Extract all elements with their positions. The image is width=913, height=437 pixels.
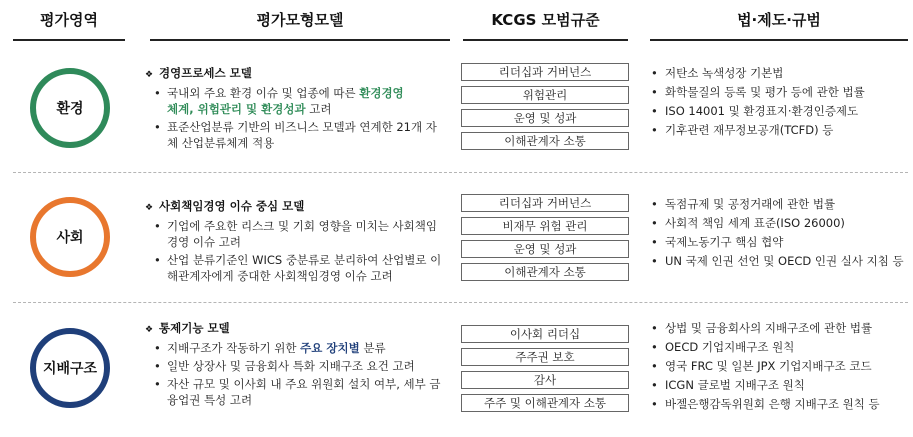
law-list-governance	[651, 319, 911, 414]
area-circle-governance	[30, 328, 110, 408]
kcgs-box: 운영 및 성과	[461, 109, 629, 127]
header-model: 평가모형모델	[256, 11, 344, 29]
law-item: • 영국 FRC 및 일본 JPX 기업지배구조 코드	[651, 359, 872, 373]
bullet-icon: •	[651, 216, 658, 230]
model-item: • 일반 상장사 및 금융회사 특화 지배구조 요건 고려	[154, 359, 415, 373]
bullet-icon: •	[651, 104, 658, 118]
bullet-icon: •	[154, 377, 161, 391]
area-label: 환경	[56, 101, 84, 117]
bullet-icon: •	[154, 86, 161, 100]
law-item: • 독점규제 및 공정거래에 관한 법률	[651, 197, 836, 211]
model-item: • 국내외 주요 환경 이슈 및 업종에 따른 환경경영 체계, 위험관리 및 환경성과 고려	[154, 86, 404, 116]
kcgs-box: 리더십과 거버넌스	[461, 63, 629, 81]
bullet-icon: •	[651, 235, 658, 249]
model-item: • 기업에 주요한 리스크 및 기회 영향을 미치는 사회책임경영 이슈 고려	[154, 219, 437, 249]
kcgs-box: 리더십과 거버넌스	[461, 194, 629, 212]
bullet-icon: •	[651, 378, 658, 392]
bullet-icon: •	[651, 321, 658, 335]
law-list-social	[651, 195, 911, 271]
kcgs-box: 위험관리	[461, 86, 629, 104]
bullet-icon: •	[154, 341, 161, 355]
bullet-icon: •	[651, 197, 658, 211]
law-item: • 기후관련 재무정보공개(TCFD) 등	[651, 123, 834, 137]
header-law: 법·제도·규범	[737, 11, 821, 29]
section-divider	[13, 172, 908, 173]
law-list-environment	[651, 64, 911, 140]
model-title: ❖ 통제기능 모델	[145, 320, 445, 338]
law-item: • 화학물질의 등록 및 평가 등에 관한 법률	[651, 85, 865, 99]
kcgs-box: 감사	[461, 371, 629, 389]
area-circle-social	[30, 197, 110, 277]
header-underline-model	[150, 39, 450, 41]
section-divider	[13, 302, 908, 303]
bullet-icon: •	[651, 397, 658, 411]
law-item: • 사회적 책임 세계 표준(ISO 26000)	[651, 216, 845, 230]
kcgs-box: 이해관계자 소통	[461, 263, 629, 281]
area-label: 사회	[56, 230, 84, 246]
area-circle-environment	[30, 68, 110, 148]
model-block-social	[145, 198, 445, 286]
law-item: • ISO 14001 및 환경표지·환경인증제도	[651, 104, 859, 118]
highlight-text: 체계, 위험관리 및 환경성과	[167, 102, 306, 116]
bullet-icon: •	[154, 359, 161, 373]
header-kcgs: KCGS 모범규준	[491, 11, 600, 29]
kcgs-box: 운영 및 성과	[461, 240, 629, 258]
kcgs-box: 주주 및 이해관계자 소통	[461, 394, 629, 412]
diamond-icon: ❖	[145, 203, 154, 213]
header-underline-area	[13, 39, 125, 41]
law-item: • ICGN 글로벌 지배구조 원칙	[651, 378, 805, 392]
highlight-text: 환경경영	[359, 86, 404, 100]
bullet-icon: •	[651, 254, 658, 268]
area-label: 지배구조	[42, 361, 98, 377]
bullet-icon: •	[651, 66, 658, 80]
law-item: • 바젤은행감독위원회 은행 지배구조 원칙 등	[651, 397, 880, 411]
law-item: • 저탄소 녹색성장 기본법	[651, 66, 784, 80]
diamond-icon: ❖	[145, 325, 154, 335]
header-underline-law	[650, 39, 908, 41]
bullet-icon: •	[651, 123, 658, 137]
highlight-text: 주요 장치별	[300, 341, 360, 355]
bullet-icon: •	[154, 219, 161, 233]
model-item: • 표준산업분류 기반의 비즈니스 모델과 연계한 21개 자체 산업분류체계 적용	[154, 120, 437, 150]
model-block-governance	[145, 320, 445, 410]
header-underline-kcgs	[463, 39, 628, 41]
kcgs-box: 주주권 보호	[461, 348, 629, 366]
model-item: • 지배구조가 작동하기 위한 주요 장치별 분류	[154, 341, 386, 355]
kcgs-box: 이해관계자 소통	[461, 132, 629, 150]
header-area: 평가영역	[40, 11, 98, 29]
bullet-icon: •	[154, 253, 161, 267]
model-item: • 자산 규모 및 이사회 내 주요 위원회 설치 여부, 세부 금융업권 특성 고려	[154, 377, 441, 407]
model-title: ❖ 사회책임경영 이슈 중심 모델	[145, 198, 445, 216]
law-item: • UN 국제 인권 선언 및 OECD 인권 실사 지침 등	[651, 254, 904, 268]
model-title: ❖ 경영프로세스 모델	[145, 65, 445, 83]
kcgs-box: 이사회 리더십	[461, 325, 629, 343]
bullet-icon: •	[154, 120, 161, 134]
model-item: • 산업 분류기준인 WICS 중분류로 분리하여 산업별로 이해관계자에게 중대한 사회책임경영 이슈 고려	[154, 253, 442, 283]
diamond-icon: ❖	[145, 70, 154, 80]
bullet-icon: •	[651, 340, 658, 354]
bullet-icon: •	[651, 85, 658, 99]
bullet-icon: •	[651, 359, 658, 373]
law-item: • 상법 및 금융회사의 지배구조에 관한 법률	[651, 321, 873, 335]
law-item: • 국제노동기구 핵심 협약	[651, 235, 784, 249]
model-block-environment	[145, 65, 445, 153]
law-item: • OECD 기업지배구조 원칙	[651, 340, 795, 354]
kcgs-box: 비재무 위험 관리	[461, 217, 629, 235]
